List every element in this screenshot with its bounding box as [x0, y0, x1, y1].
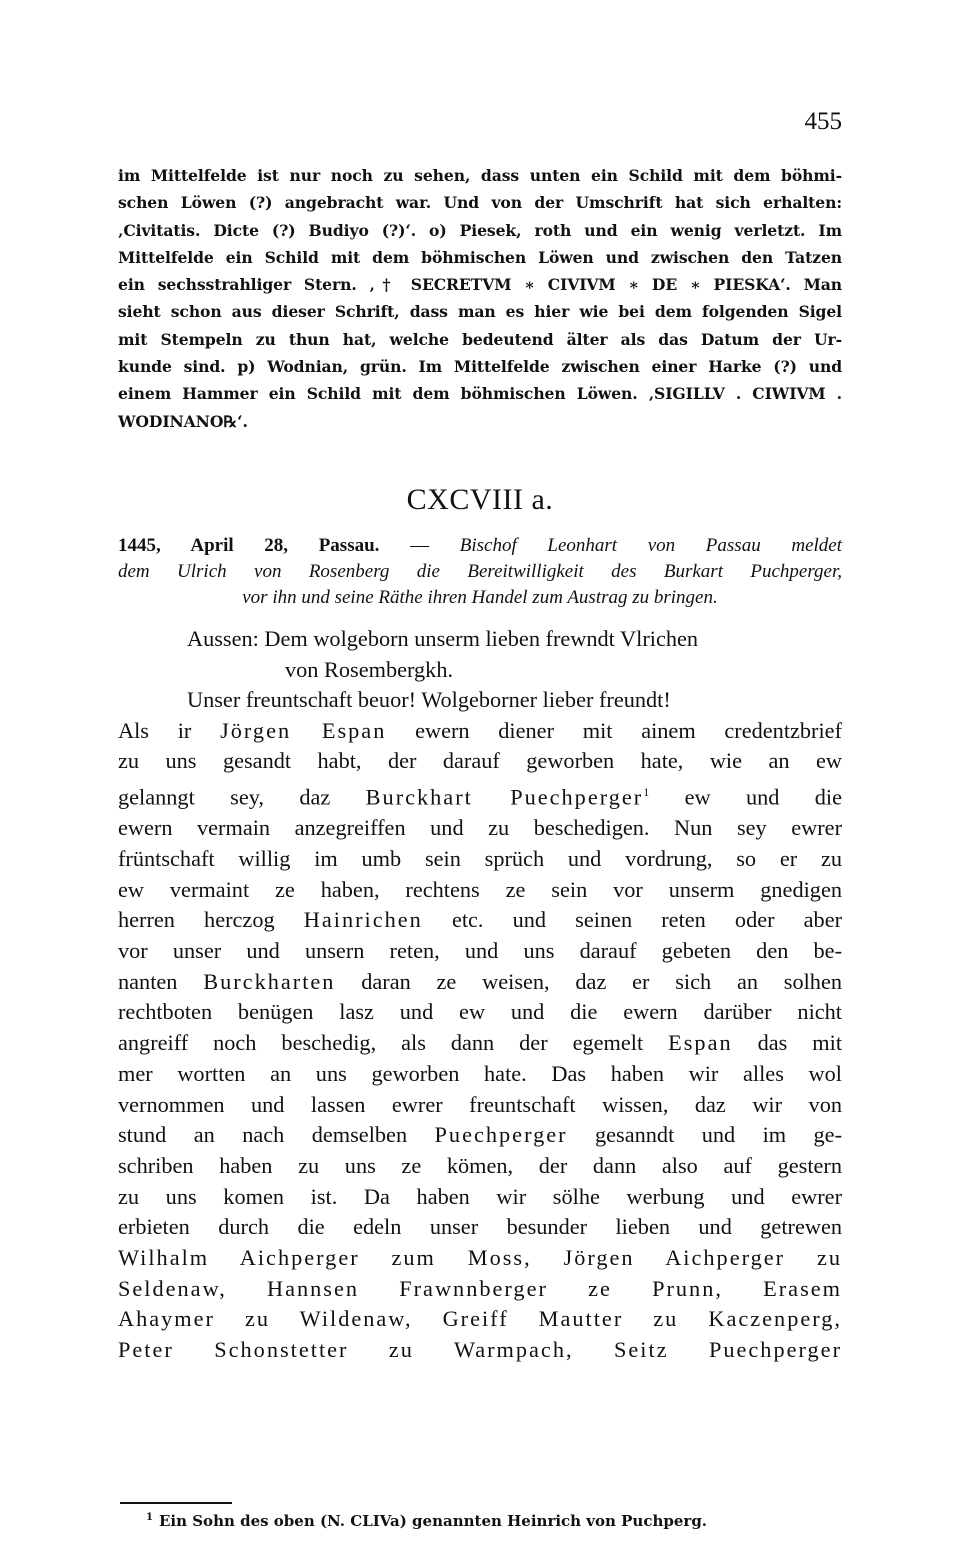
text-line: ‚Civitatis. Dicte (?) Budiyo (?)‘. o) Piesek, roth und ein wenig verletzt. Im	[118, 220, 842, 240]
footnote	[146, 1512, 707, 1530]
text-line: zu uns gesandt habt, der darauf geworben hate, wie an ew	[118, 748, 842, 774]
document-number-heading: CXCVIII a.	[406, 483, 554, 516]
text-line: Mittelfelde ein Schild mit dem böhmischen Löwen und zwischen den Tatzen	[118, 247, 842, 267]
text-line	[118, 1028, 842, 1059]
previous-document-notes	[118, 162, 842, 435]
text-line: im Mittelfelde ist nur noch zu sehen, dass unten ein Schild mit dem böhmi-	[118, 166, 842, 185]
person-name: Jörgen Espan	[220, 717, 387, 743]
footnote-marker: 1	[146, 1512, 153, 1523]
text-line	[118, 1120, 842, 1151]
text-span: daran ze weisen, daz er sich an solhen	[361, 968, 842, 994]
text-span: das mit	[757, 1030, 843, 1056]
address-block	[187, 623, 698, 685]
text-line: früntschaft willig im umb sein sprüch und vordrung, so er zu	[118, 845, 842, 871]
text-line	[118, 777, 842, 813]
text-line: Peter Schonstetter zu Warmpach, Seitz Puechperger	[118, 1337, 842, 1363]
summary-line: dem Ulrich von Rosenberg die Bereitwilligkeit des Burkart Puchperger,	[118, 561, 842, 582]
footnote-text: Ein Sohn des oben (N. CLIVa) genannten Heinrich von Puchperg.	[158, 1512, 708, 1530]
footnote-reference: 1	[643, 785, 650, 800]
text-span: stund an nach demselben	[118, 1122, 408, 1148]
summary-line: vor ihn und seine Räthe ihren Handel zum Austrag zu bringen.	[242, 587, 718, 608]
text-span: etc. und seinen reten oder aber	[451, 907, 843, 933]
person-name: Burckharten	[203, 968, 336, 994]
text-span: Als ir	[118, 717, 192, 743]
letter-body	[118, 685, 842, 1366]
text-line: Ahaymer zu Wildenaw, Greiff Mautter zu Kaczenperg,	[118, 1306, 842, 1332]
text-span: gesanndt und im ge-	[595, 1122, 843, 1148]
text-span: herren herczog	[118, 907, 275, 933]
document-summary	[118, 533, 842, 611]
text-line: vor unser und unsern reten, und uns darauf gebeten den be-	[118, 938, 842, 964]
dash: —	[410, 535, 430, 556]
text-line: einem Hammer ein Schild mit dem böhmischen Löwen. ‚SIGILLV . CIWIVM .	[118, 384, 842, 404]
text-line: sieht schon aus dieser Schrift, dass man es hier wie bei dem folgenden Sigel	[118, 302, 842, 322]
text-span: ewern diener mit ainem credentzbrief	[415, 717, 842, 743]
text-span: gelanngt sey, daz	[118, 784, 331, 810]
text-line: Wilhalm Aichperger zum Moss, Jörgen Aichperger zu	[118, 1245, 842, 1271]
text-span: ew und die	[684, 784, 843, 810]
footnote-divider	[120, 1502, 232, 1504]
summary-line	[118, 533, 842, 559]
text-line: schriben haben zu uns ze kömen, der dann also auf gestern	[118, 1152, 842, 1178]
person-name: Puechperger	[434, 1122, 568, 1148]
text-line: kunde sind. p) Wodnian, grün. Im Mittelfelde zwischen einer Harke (?) und	[118, 357, 842, 377]
text-line: schen Löwen (?) angebracht war. Und von der Umschrift hat sich erhalten:	[118, 193, 842, 213]
text-line: Seldenaw, Hannsen Frawnnberger ze Prunn, Erasem	[118, 1275, 842, 1301]
text-line: rechtboten benügen lasz und ew und die ewern darüber nicht	[118, 999, 842, 1025]
address-line: Aussen: Dem wolgeborn unserm lieben frewndt Vlrichen	[187, 626, 699, 651]
summary-text: Bischof Leonhart von Passau meldet	[459, 535, 842, 556]
text-span: angreiff noch beschedig, als dann der egemelt	[118, 1030, 644, 1056]
text-line: ein sechsstrahliger Stern. ‚† SECRETVM ∗ CIVIVM ∗ DE ∗ PIESKA‘. Man	[118, 275, 842, 295]
text-line: mit Stempeln zu thun hat, welche bedeutend älter als das Datum der Ur-	[118, 329, 842, 349]
address-line: von Rosembergkh.	[285, 657, 454, 682]
text-line	[118, 716, 842, 747]
person-name: Hainrichen	[303, 907, 423, 933]
text-line	[118, 905, 842, 936]
text-line: zu uns komen ist. Da haben wir sölhe werbung und ewrer	[118, 1183, 842, 1209]
text-line: Unser freuntschaft beuor! Wolgeborner lieber freundt!	[187, 687, 671, 712]
text-line: ew vermaint ze haben, rechtens ze sein vor unserm gnedigen	[118, 876, 842, 902]
page-number: 455	[804, 108, 842, 135]
text-span: nanten	[118, 968, 178, 994]
text-line: mer wortten an uns geworben hate. Das haben wir alles wol	[118, 1060, 842, 1086]
text-line	[118, 967, 842, 998]
person-name: Burckhart Puechperger	[365, 784, 644, 810]
person-name: Espan	[668, 1030, 733, 1056]
date-place: 1445, April 28, Passau.	[118, 535, 380, 556]
text-line: erbieten durch die edeln unser besunder lieben und getrewen	[118, 1214, 842, 1240]
text-line: WODINANO℞‘.	[118, 411, 248, 431]
text-line: vernommen und lassen ewrer freuntschaft wissen, daz wir von	[118, 1091, 842, 1117]
text-line: ewern vermain anzegreiffen und zu beschedigen. Nun sey ewrer	[118, 815, 842, 841]
